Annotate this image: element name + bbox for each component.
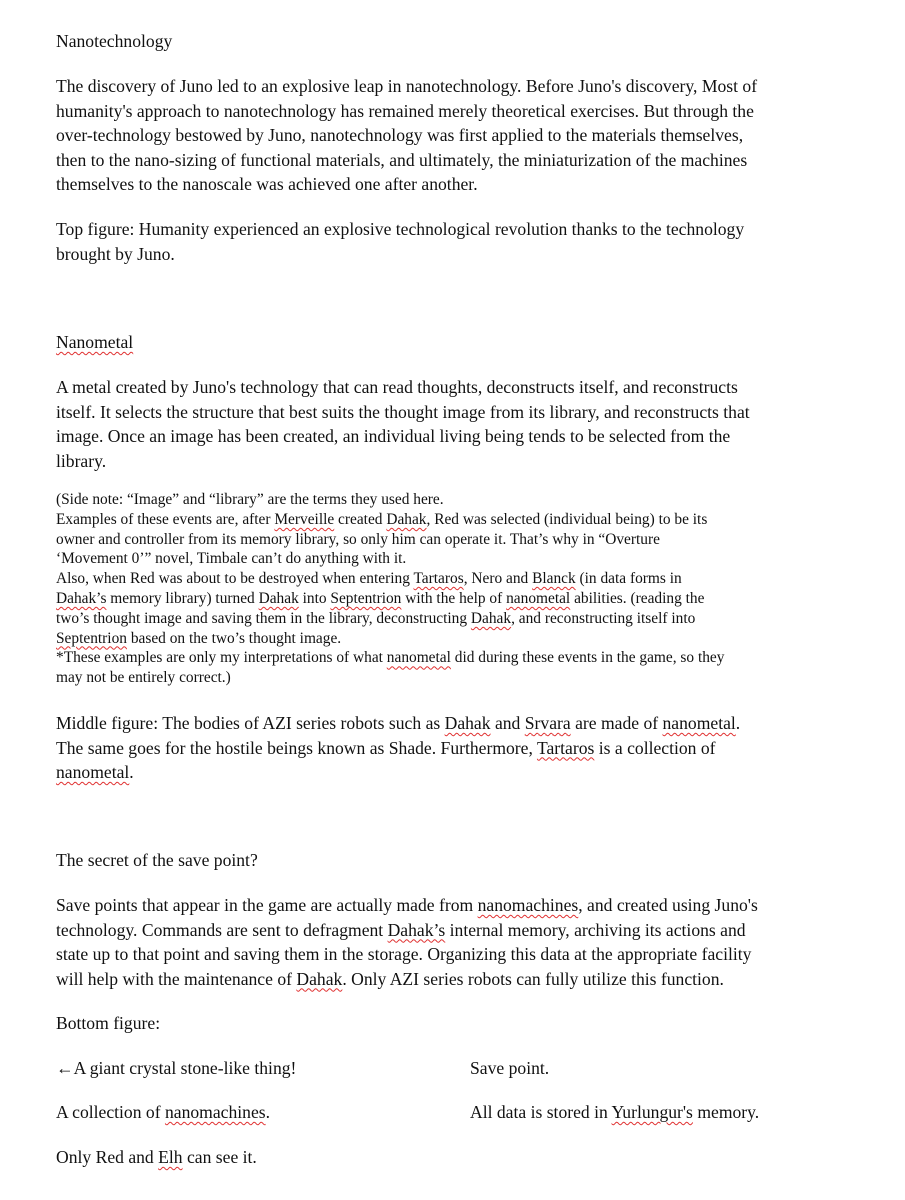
spellcheck-flagged-word: nanometal — [662, 713, 736, 733]
paragraph-nanotechnology: The discovery of Juno led to an explosive leap in nanotechnology. Before Juno's discovery, Most of humanity's approach to nanotechnology has remained merely theoretical exercises. But through the over-technology bestowed by Juno, nanotechnology was first applied to the materials themselves, then to the nano-sizing of functional materials, and ultimately, the miniaturization of the machines themselves to the nanoscale was achieved one after another. — [56, 76, 758, 194]
spellcheck-flagged-word: Dahak’s — [56, 589, 107, 607]
spellcheck-flagged-word: Septentrion — [330, 589, 402, 607]
caption-collection-nanomachines: A collection of nanomachines. — [56, 1102, 271, 1122]
spellcheck-flagged-word: Elh — [158, 1147, 183, 1167]
heading-nanometal — [56, 330, 856, 355]
spellcheck-flagged-word: Dahak — [258, 589, 299, 607]
spellcheck-flagged-word: nanomachines — [164, 1102, 266, 1122]
spellcheck-flagged-word: Dahak — [386, 510, 427, 528]
heading-nanotechnology: Nanotechnology — [56, 31, 173, 51]
spellcheck-flagged-word: Tartaros — [536, 737, 595, 758]
spellcheck-flagged-word: Dahak — [470, 609, 512, 627]
caption-save-point: Save point. — [470, 1058, 550, 1078]
paragraph-nanometal: A metal created by Juno's technology that can read thoughts, deconstructs itself, and reconstructs itself. It selects the structure that best suits the thought image from its library, and reconstructs that image. Once an image has been created, an individual living being tends to be selected from the library. — [56, 377, 750, 471]
spellcheck-flagged-word: Yurlungur's — [611, 1102, 693, 1122]
spellcheck-flagged-word: Dahak’s — [387, 919, 446, 940]
caption-data-stored: All data is stored in Yurlungur's memory. — [470, 1102, 760, 1122]
side-note: (Side note: “Image” and “library” are the terms they used here. Examples of these events are, after Merveille created Dahak, Red was selected (individual being) to be its owner and controller from its memory library, so only him can operate it. That’s why in “Overture ‘Movement 0’” novel, Timbale can’t do anything with it. Also, when Red was about to be destroyed when entering Tartaros, Nero and Blanck (in data forms in Dahak’s memory library) turned Dahak into Septentrion with the help of nanometal abilities. (reading the two’s thought image and saving them in the library, deconstructing Dahak, and reconstructing itself into Septentrion based on the two’s thought image. *These examples are only my interpretations of what nanometal did during these events in the game, so they may not be entirely correct.) — [56, 491, 725, 687]
spellcheck-flagged-word: Septentrion — [56, 629, 127, 647]
caption-crystal-stone: ←A giant crystal stone-like thing! — [56, 1058, 297, 1078]
caption-middle-figure: Middle figure: The bodies of AZI series robots such as Dahak and Srvara are made of nanometal. The same goes for the hostile beings known as Shade. Furthermore, Tartaros is a collection of nanometal. — [56, 713, 741, 782]
spellcheck-flagged-word: nanomachines — [477, 895, 579, 915]
spellcheck-flagged-word: nanometal — [56, 762, 130, 782]
heading-save-point: The secret of the save point? — [56, 850, 258, 870]
caption-top-figure: Top figure: Humanity experienced an explosive technological revolution thanks to the technology brought by Juno. — [56, 219, 745, 264]
spellcheck-flagged-word: Dahak — [444, 713, 491, 733]
spellcheck-flagged-word: Dahak — [296, 968, 343, 989]
spellcheck-flagged-word: Merveille — [274, 510, 335, 528]
spellcheck-flagged-word: nanometal — [506, 589, 571, 607]
spellcheck-flagged-word: Tartaros — [413, 570, 464, 588]
spellcheck-flagged-word: Srvara — [524, 713, 571, 733]
spellcheck-flagged-word: Blanck — [532, 570, 576, 588]
spellcheck-flagged-word: Nanometal — [56, 332, 134, 352]
caption-red-elh: Only Red and Elh can see it. — [56, 1147, 257, 1167]
paragraph-save-point: Save points that appear in the game are actually made from nanomachines, and created using Juno's technology. Commands are sent to defragment Dahak’s internal memory, archiving its actions and state up to that point and saving them in the storage. Organizing this data at the appropriate facility will help with the maintenance of Dahak. Only AZI series robots can fully utilize this function. — [56, 895, 758, 989]
bottom-figure-label: Bottom figure: — [56, 1013, 161, 1033]
spellcheck-flagged-word: nanometal — [386, 649, 451, 667]
